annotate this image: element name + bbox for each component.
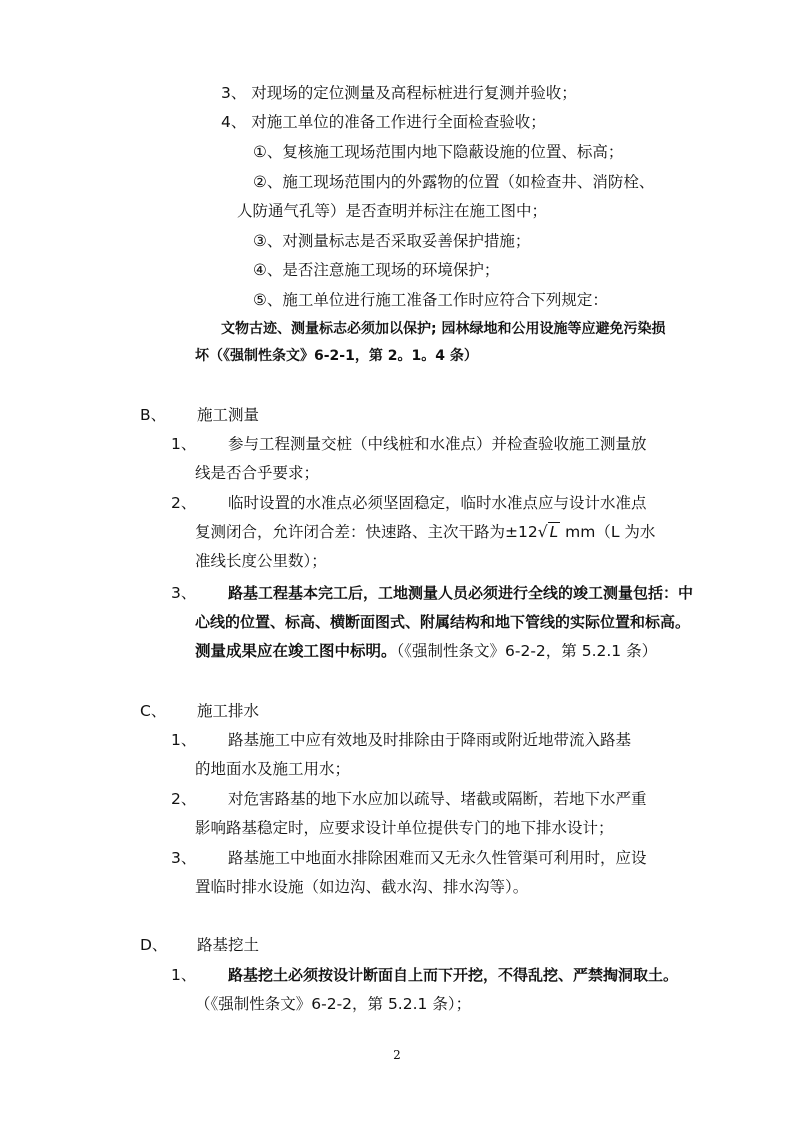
subitem-1: ①、复核施工现场范围内地下隐蔽设施的位置、标高； xyxy=(253,143,624,161)
section-b-letter: B、 xyxy=(140,406,167,424)
b2-line1: 临时设置的水准点必须坚固稳定，临时水准点应与设计水准点 xyxy=(228,494,647,512)
d1-number: 1、 xyxy=(171,966,197,984)
b3-line3-ref: （《强制性条文》6-2-2，第 5.2.1 条） xyxy=(396,642,658,660)
c2-line2: 影响路基稳定时，应要求设计单位提供专门的地下排水设计； xyxy=(195,819,614,837)
c1-number: 1、 xyxy=(171,731,197,749)
section-c-letter: C、 xyxy=(140,702,167,720)
c1-line2: 的地面水及施工用水； xyxy=(195,760,351,778)
sqrt-argument: L xyxy=(549,523,559,541)
b3-line3-bold: 测量成果应在竣工图中标明。 xyxy=(195,642,397,660)
d1-line1: 路基挖土必须按设计断面自上而下开挖，不得乱挖、严禁掏洞取土。 xyxy=(228,966,679,984)
b1-line1: 参与工程测量交桩（中线桩和水准点）并检查验收施工测量放 xyxy=(228,435,647,453)
rule-line1: 文物古迹、测量标志必须加以保护; 园林绿地和公用设施等应避免污染损 xyxy=(221,321,666,337)
b3-line1: 路基工程基本完工后，工地测量人员必须进行全线的竣工测量包括：中 xyxy=(228,584,694,602)
page-number: 2 xyxy=(393,1048,401,1062)
subitem-2-line1: ②、施工现场范围内的外露物的位置（如检查井、消防栓、 xyxy=(253,173,655,191)
b3-line3 xyxy=(195,640,657,662)
c2-number: 2、 xyxy=(171,790,197,808)
c1-line1: 路基施工中应有效地及时排除由于降雨或附近地带流入路基 xyxy=(228,731,632,749)
section-b-title: 施工测量 xyxy=(197,406,260,424)
b1-line2: 线是否合乎要求； xyxy=(195,464,320,482)
d1-line2: （《强制性条文》6-2-2，第 5.2.1 条）； xyxy=(195,995,472,1013)
b3-line2: 心线的位置、标高、横断面图式、附属结构和地下管线的实际位置和标高。 xyxy=(195,613,691,631)
b2-line2-text-b: mm（L 为水 xyxy=(560,523,656,541)
b3-number: 3、 xyxy=(171,584,197,602)
b2-number: 2、 xyxy=(171,494,197,512)
c3-line2: 置临时排水设施（如边沟、截水沟、排水沟等）。 xyxy=(195,878,529,896)
c2-line1: 对危害路基的地下水应加以疏导、堵截或隔断，若地下水严重 xyxy=(228,790,647,808)
sqrt-symbol: √ L xyxy=(537,523,559,541)
subitem-3: ③、对测量标志是否采取妥善保护措施； xyxy=(253,232,531,250)
b2-line3: 准线长度公里数）； xyxy=(195,552,327,570)
c3-number: 3、 xyxy=(171,849,197,867)
b2-line2-text-a: 复测闭合，允许闭合差：快速路、主次干路为±12 xyxy=(195,523,538,541)
section-d-title: 路基挖土 xyxy=(197,936,260,954)
item-4: 4、 对施工单位的准备工作进行全面检查验收； xyxy=(221,113,546,131)
subitem-5: ⑤、施工单位进行施工准备工作时应符合下列规定： xyxy=(253,291,608,309)
subitem-2-line2: 人防通气孔等）是否查明并标注在施工图中； xyxy=(237,202,548,220)
b2-line2 xyxy=(195,521,655,543)
rule-line2: 坏（《强制性条文》6-2-1，第 2。1。4 条） xyxy=(195,348,478,364)
item-3: 3、 对现场的定位测量及高程标桩进行复测并验收； xyxy=(221,84,577,102)
section-c-title: 施工排水 xyxy=(197,702,260,720)
b1-number: 1、 xyxy=(171,435,197,453)
c3-line1: 路基施工中地面水排除困难而又无永久性管渠可利用时，应设 xyxy=(228,849,647,867)
section-d-letter: D、 xyxy=(140,936,168,954)
subitem-4: ④、是否注意施工现场的环境保护； xyxy=(253,261,500,279)
